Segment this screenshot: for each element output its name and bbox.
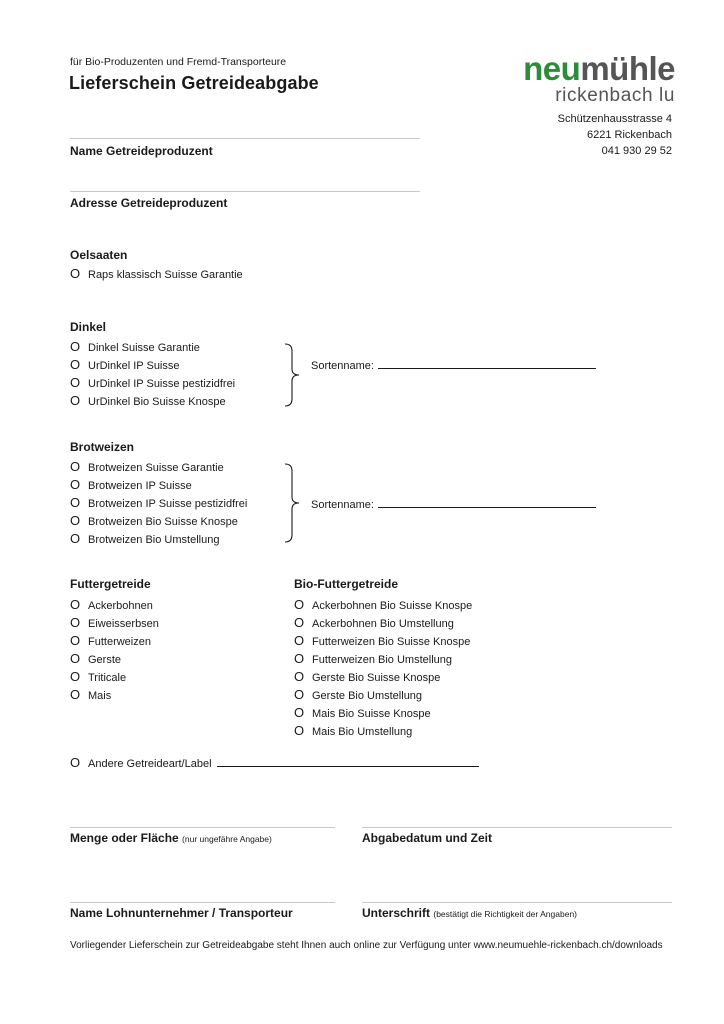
- company-logo: [489, 52, 675, 105]
- name-producer-line[interactable]: [70, 138, 420, 139]
- checkbox-circle[interactable]: O: [294, 723, 305, 738]
- checkbox-circle[interactable]: O: [70, 651, 81, 666]
- sortenname-brotweizen: Sortenname:: [311, 497, 596, 511]
- company-address: [558, 111, 672, 159]
- option-dinkel[interactable]: O UrDinkel IP Suisse: [70, 357, 180, 372]
- option-futtergetreide[interactable]: O Ackerbohnen: [70, 597, 153, 612]
- unterschrift-line[interactable]: [362, 902, 672, 903]
- option-bio-futtergetreide[interactable]: O Ackerbohnen Bio Umstellung: [294, 615, 454, 630]
- andere-line[interactable]: [217, 757, 479, 767]
- menge-line[interactable]: [70, 827, 335, 828]
- checkbox-circle[interactable]: O: [294, 705, 305, 720]
- option-futtergetreide[interactable]: O Futterweizen: [70, 633, 151, 648]
- option-brotweizen[interactable]: O Brotweizen Bio Suisse Knospe: [70, 513, 238, 528]
- unterschrift-hint: (bestätigt die Richtigkeit der Angaben): [433, 909, 578, 919]
- sortenname-dinkel-line[interactable]: [378, 358, 596, 369]
- checkbox-circle[interactable]: O: [294, 615, 305, 630]
- checkbox-circle[interactable]: O: [70, 477, 81, 492]
- sortenname-dinkel: Sortenname:: [311, 358, 596, 372]
- checkbox-circle[interactable]: O: [70, 633, 81, 648]
- sortenname-brotweizen-line[interactable]: [378, 497, 596, 508]
- option-dinkel[interactable]: O Dinkel Suisse Garantie: [70, 339, 200, 354]
- option-futtergetreide[interactable]: O Eiweisserbsen: [70, 615, 159, 630]
- logo-neu: neu: [523, 50, 581, 87]
- checkbox-circle[interactable]: O: [70, 615, 81, 630]
- logo-subtitle: rickenbach lu: [555, 85, 675, 106]
- menge-hint: (nur ungefähre Angabe): [182, 834, 272, 844]
- form-title: Lieferschein Getreideabgabe: [69, 73, 319, 93]
- checkbox-circle[interactable]: O: [70, 531, 81, 546]
- checkbox-circle[interactable]: O: [294, 633, 305, 648]
- datum-label: Abgabedatum und Zeit: [362, 831, 492, 845]
- checkbox-circle[interactable]: O: [70, 495, 81, 510]
- option-andere[interactable]: O Andere Getreideart/Label: [70, 754, 479, 772]
- option-brotweizen[interactable]: O Brotweizen Suisse Garantie: [70, 459, 224, 474]
- section-futtergetreide: Futtergetreide: [70, 577, 151, 591]
- checkbox-circle[interactable]: O: [70, 357, 81, 372]
- address-street: Schützenhausstrasse 4: [557, 113, 672, 125]
- form-subtitle: für Bio-Produzenten und Fremd-Transporteure: [70, 56, 287, 68]
- option-futtergetreide[interactable]: O Gerste: [70, 651, 122, 666]
- option-bio-futtergetreide[interactable]: O Mais Bio Umstellung: [294, 723, 413, 738]
- checkbox-circle[interactable]: O: [294, 687, 305, 702]
- checkbox-circle[interactable]: O: [294, 597, 305, 612]
- address-producer-label: Adresse Getreideproduzent: [70, 196, 228, 210]
- option-futtergetreide[interactable]: O Mais: [70, 687, 112, 702]
- unterschrift-label: Unterschrift (bestätigt die Richtigkeit der Angaben): [362, 906, 578, 920]
- option-bio-futtergetreide[interactable]: O Mais Bio Suisse Knospe: [294, 705, 431, 720]
- checkbox-circle[interactable]: O: [70, 459, 81, 474]
- datum-line[interactable]: [362, 827, 672, 828]
- checkbox-circle[interactable]: O: [70, 393, 81, 408]
- lohn-label: Name Lohnunternehmer / Transporteur: [70, 906, 293, 920]
- checkbox-circle[interactable]: O: [70, 687, 81, 702]
- section-bio-futtergetreide: Bio-Futtergetreide: [294, 577, 399, 591]
- section-oelsaaten: Oelsaaten: [70, 248, 128, 262]
- menge-label: Menge oder Fläche (nur ungefähre Angabe): [70, 831, 272, 845]
- option-bio-futtergetreide[interactable]: O Gerste Bio Umstellung: [294, 687, 423, 702]
- checkbox-circle[interactable]: O: [294, 669, 305, 684]
- option-brotweizen[interactable]: O Brotweizen IP Suisse: [70, 477, 192, 492]
- option-dinkel[interactable]: O UrDinkel Bio Suisse Knospe: [70, 393, 226, 408]
- address-producer-line[interactable]: [70, 191, 420, 192]
- footer-note: Vorliegender Lieferschein zur Getreideabgabe steht Ihnen auch online zur Verfügung unter www.neumuehle-rickenbach.ch/downloads: [70, 940, 663, 951]
- brace-brotweizen-icon: [282, 462, 306, 544]
- option-bio-futtergetreide[interactable]: O Futterweizen Bio Suisse Knospe: [294, 633, 471, 648]
- section-brotweizen: Brotweizen: [70, 440, 135, 454]
- name-producer-label: Name Getreideproduzent: [70, 144, 213, 158]
- checkbox-circle[interactable]: O: [70, 597, 81, 612]
- checkbox-circle[interactable]: O: [294, 651, 305, 666]
- option-bio-futtergetreide[interactable]: O Gerste Bio Suisse Knospe: [294, 669, 441, 684]
- option-futtergetreide[interactable]: O Triticale: [70, 669, 127, 684]
- address-phone: 041 930 29 52: [601, 145, 672, 157]
- logo-muehle: mühle: [580, 50, 675, 87]
- option-brotweizen[interactable]: O Brotweizen Bio Umstellung: [70, 531, 220, 546]
- option-oelsaaten[interactable]: O Raps klassisch Suisse Garantie: [70, 266, 243, 281]
- option-bio-futtergetreide[interactable]: O Ackerbohnen Bio Suisse Knospe: [294, 597, 473, 612]
- address-city: 6221 Rickenbach: [586, 129, 672, 141]
- option-dinkel[interactable]: O UrDinkel IP Suisse pestizidfrei: [70, 375, 236, 390]
- checkbox-circle[interactable]: O: [70, 375, 81, 390]
- lohn-line[interactable]: [70, 902, 335, 903]
- checkbox-circle[interactable]: O: [70, 669, 81, 684]
- option-bio-futtergetreide[interactable]: O Futterweizen Bio Umstellung: [294, 651, 453, 666]
- checkbox-circle[interactable]: O: [70, 513, 81, 528]
- checkbox-circle[interactable]: O: [70, 755, 81, 770]
- section-dinkel: Dinkel: [70, 320, 107, 334]
- checkbox-circle[interactable]: O: [70, 339, 81, 354]
- option-brotweizen[interactable]: O Brotweizen IP Suisse pestizidfrei: [70, 495, 248, 510]
- checkbox-circle[interactable]: O: [70, 266, 81, 281]
- brace-dinkel-icon: [282, 342, 306, 408]
